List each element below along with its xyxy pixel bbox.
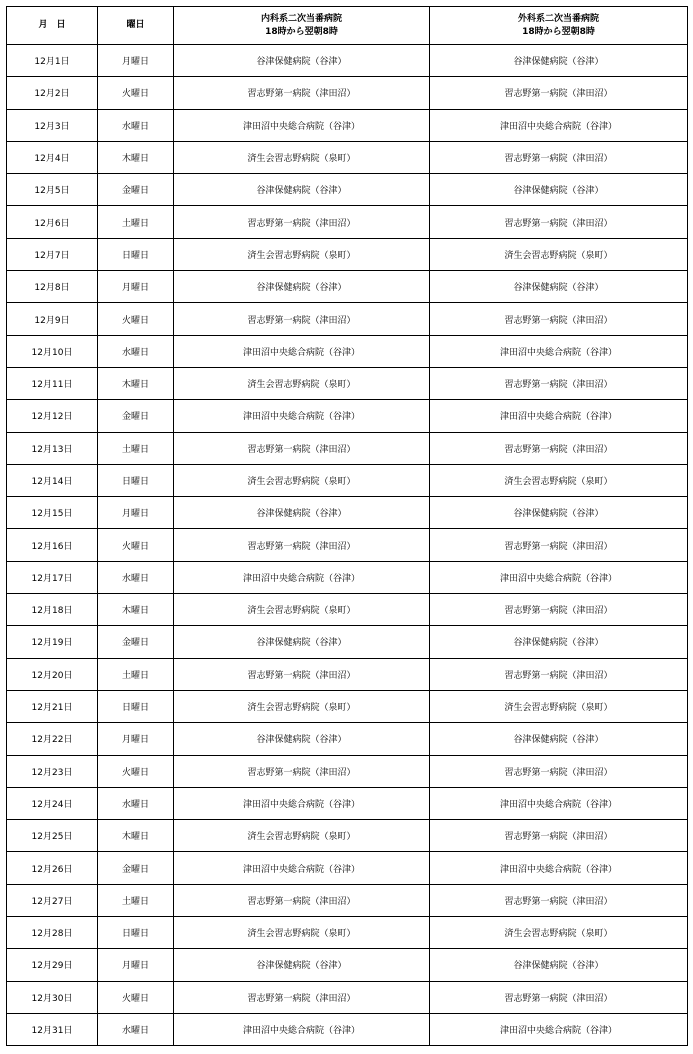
day-cell: 水曜日 xyxy=(98,335,174,367)
table-row xyxy=(7,690,688,722)
internal-medicine-hospital-cell: 津田沼中央総合病院（谷津） xyxy=(174,852,430,884)
date-cell: 12月23日 xyxy=(7,755,98,787)
date-cell: 12月12日 xyxy=(7,400,98,432)
date-cell: 12月22日 xyxy=(7,723,98,755)
surgical-header-title: 外科系二次当番病院 xyxy=(517,13,599,24)
date-column-header: 月 日 xyxy=(7,7,98,45)
surgical-hospital-cell: 谷津保健病院（谷津） xyxy=(430,271,688,303)
internal-medicine-hospital-cell: 谷津保健病院（谷津） xyxy=(174,271,430,303)
date-cell: 12月11日 xyxy=(7,367,98,399)
table-row xyxy=(7,141,688,173)
internal-medicine-hospital-cell: 習志野第一病院（津田沼） xyxy=(174,529,430,561)
table-row xyxy=(7,658,688,690)
internal-medicine-hospital-cell: 津田沼中央総合病院（谷津） xyxy=(174,109,430,141)
day-cell: 日曜日 xyxy=(98,690,174,722)
day-cell: 月曜日 xyxy=(98,45,174,77)
date-cell: 12月4日 xyxy=(7,141,98,173)
surgical-hospital-cell: 谷津保健病院（谷津） xyxy=(430,497,688,529)
day-cell: 木曜日 xyxy=(98,820,174,852)
date-cell: 12月24日 xyxy=(7,787,98,819)
day-cell: 月曜日 xyxy=(98,949,174,981)
surgical-hospital-cell: 習志野第一病院（津田沼） xyxy=(430,884,688,916)
table-row xyxy=(7,852,688,884)
internal-medicine-hospital-cell: 習志野第一病院（津田沼） xyxy=(174,77,430,109)
internal-medicine-hospital-cell: 谷津保健病院（谷津） xyxy=(174,723,430,755)
day-cell: 火曜日 xyxy=(98,755,174,787)
date-cell: 12月15日 xyxy=(7,497,98,529)
internal-medicine-hospital-cell: 谷津保健病院（谷津） xyxy=(174,497,430,529)
internal-medicine-hospital-cell: 済生会習志野病院（泉町） xyxy=(174,820,430,852)
date-cell: 12月28日 xyxy=(7,917,98,949)
internal-medicine-hospital-cell: 津田沼中央総合病院（谷津） xyxy=(174,400,430,432)
day-cell: 木曜日 xyxy=(98,367,174,399)
date-cell: 12月26日 xyxy=(7,852,98,884)
date-cell: 12月1日 xyxy=(7,45,98,77)
day-cell: 金曜日 xyxy=(98,626,174,658)
surgical-hospital-cell: 谷津保健病院（谷津） xyxy=(430,949,688,981)
internal-medicine-hospital-cell: 習志野第一病院（津田沼） xyxy=(174,658,430,690)
table-row xyxy=(7,77,688,109)
table-row xyxy=(7,949,688,981)
internal-medicine-hospital-cell: 習志野第一病院（津田沼） xyxy=(174,981,430,1013)
table-row xyxy=(7,206,688,238)
internal-medicine-hospital-cell: 津田沼中央総合病院（谷津） xyxy=(174,335,430,367)
header-row xyxy=(7,7,688,45)
day-cell: 金曜日 xyxy=(98,400,174,432)
table-row xyxy=(7,981,688,1013)
surgical-hospital-cell: 済生会習志野病院（泉町） xyxy=(430,690,688,722)
surgical-hospital-cell: 谷津保健病院（谷津） xyxy=(430,174,688,206)
surgical-hospital-cell: 津田沼中央総合病院（谷津） xyxy=(430,400,688,432)
surgical-hospital-cell: 谷津保健病院（谷津） xyxy=(430,723,688,755)
day-cell: 日曜日 xyxy=(98,464,174,496)
surgical-hospital-cell: 津田沼中央総合病院（谷津） xyxy=(430,561,688,593)
day-cell: 土曜日 xyxy=(98,884,174,916)
surgical-hospital-cell: 済生会習志野病院（泉町） xyxy=(430,917,688,949)
table-row xyxy=(7,594,688,626)
day-cell: 月曜日 xyxy=(98,271,174,303)
table-row xyxy=(7,45,688,77)
surgical-hospital-cell: 済生会習志野病院（泉町） xyxy=(430,238,688,270)
table-header xyxy=(7,7,688,45)
surgical-hospital-cell: 習志野第一病院（津田沼） xyxy=(430,981,688,1013)
internal-medicine-hospital-cell: 済生会習志野病院（泉町） xyxy=(174,464,430,496)
surgical-hospital-cell: 津田沼中央総合病院（谷津） xyxy=(430,335,688,367)
day-cell: 火曜日 xyxy=(98,981,174,1013)
internal-medicine-header-hours: 18時から翌朝8時 xyxy=(265,26,338,37)
internal-medicine-hospital-cell: 済生会習志野病院（泉町） xyxy=(174,141,430,173)
day-cell: 金曜日 xyxy=(98,174,174,206)
table-row xyxy=(7,755,688,787)
surgical-hospital-cell: 習志野第一病院（津田沼） xyxy=(430,658,688,690)
table-row xyxy=(7,271,688,303)
date-cell: 12月14日 xyxy=(7,464,98,496)
table-row xyxy=(7,820,688,852)
date-cell: 12月9日 xyxy=(7,303,98,335)
internal-medicine-hospital-cell: 習志野第一病院（津田沼） xyxy=(174,884,430,916)
table-row xyxy=(7,174,688,206)
surgical-header-hours: 18時から翌朝8時 xyxy=(522,26,595,37)
day-cell: 火曜日 xyxy=(98,529,174,561)
internal-medicine-hospital-cell: 津田沼中央総合病院（谷津） xyxy=(174,787,430,819)
date-cell: 12月7日 xyxy=(7,238,98,270)
table-row xyxy=(7,367,688,399)
table-row xyxy=(7,787,688,819)
internal-medicine-hospital-cell: 谷津保健病院（谷津） xyxy=(174,949,430,981)
date-cell: 12月3日 xyxy=(7,109,98,141)
day-cell: 土曜日 xyxy=(98,432,174,464)
date-cell: 12月25日 xyxy=(7,820,98,852)
surgical-hospital-cell: 習志野第一病院（津田沼） xyxy=(430,141,688,173)
date-cell: 12月21日 xyxy=(7,690,98,722)
date-cell: 12月10日 xyxy=(7,335,98,367)
table-body xyxy=(7,45,688,1046)
on-call-hospital-schedule-table xyxy=(6,6,688,1046)
table-row xyxy=(7,1013,688,1045)
day-cell: 日曜日 xyxy=(98,917,174,949)
table-row xyxy=(7,335,688,367)
surgical-hospital-cell: 津田沼中央総合病院（谷津） xyxy=(430,852,688,884)
surgical-hospital-cell: 谷津保健病院（谷津） xyxy=(430,626,688,658)
table-row xyxy=(7,497,688,529)
table-row xyxy=(7,432,688,464)
date-cell: 12月17日 xyxy=(7,561,98,593)
internal-medicine-hospital-cell: 習志野第一病院（津田沼） xyxy=(174,303,430,335)
date-cell: 12月13日 xyxy=(7,432,98,464)
day-cell: 木曜日 xyxy=(98,141,174,173)
day-cell: 火曜日 xyxy=(98,303,174,335)
day-column-header: 曜日 xyxy=(98,7,174,45)
internal-medicine-hospital-cell: 済生会習志野病院（泉町） xyxy=(174,594,430,626)
internal-medicine-hospital-cell: 済生会習志野病院（泉町） xyxy=(174,367,430,399)
internal-medicine-hospital-cell: 津田沼中央総合病院（谷津） xyxy=(174,561,430,593)
surgical-hospital-cell: 津田沼中央総合病院（谷津） xyxy=(430,787,688,819)
table-row xyxy=(7,400,688,432)
date-cell: 12月8日 xyxy=(7,271,98,303)
date-cell: 12月30日 xyxy=(7,981,98,1013)
internal-medicine-hospital-cell: 習志野第一病院（津田沼） xyxy=(174,432,430,464)
day-cell: 月曜日 xyxy=(98,723,174,755)
surgical-hospital-cell: 済生会習志野病院（泉町） xyxy=(430,464,688,496)
date-cell: 12月18日 xyxy=(7,594,98,626)
internal-medicine-hospital-cell: 習志野第一病院（津田沼） xyxy=(174,755,430,787)
surgical-hospital-cell: 習志野第一病院（津田沼） xyxy=(430,755,688,787)
surgical-hospital-cell: 習志野第一病院（津田沼） xyxy=(430,529,688,561)
internal-medicine-hospital-cell: 済生会習志野病院（泉町） xyxy=(174,690,430,722)
surgical-hospital-cell: 習志野第一病院（津田沼） xyxy=(430,303,688,335)
day-cell: 木曜日 xyxy=(98,594,174,626)
surgical-hospital-cell: 谷津保健病院（谷津） xyxy=(430,45,688,77)
day-cell: 土曜日 xyxy=(98,658,174,690)
surgical-hospital-cell: 習志野第一病院（津田沼） xyxy=(430,432,688,464)
day-cell: 水曜日 xyxy=(98,787,174,819)
date-cell: 12月2日 xyxy=(7,77,98,109)
day-cell: 日曜日 xyxy=(98,238,174,270)
table-row xyxy=(7,561,688,593)
date-cell: 12月19日 xyxy=(7,626,98,658)
day-cell: 火曜日 xyxy=(98,77,174,109)
table-row xyxy=(7,109,688,141)
internal-medicine-hospital-cell: 津田沼中央総合病院（谷津） xyxy=(174,1013,430,1045)
table-row xyxy=(7,626,688,658)
internal-medicine-hospital-cell: 谷津保健病院（谷津） xyxy=(174,626,430,658)
day-cell: 土曜日 xyxy=(98,206,174,238)
surgical-hospital-cell: 津田沼中央総合病院（谷津） xyxy=(430,109,688,141)
table-row xyxy=(7,884,688,916)
internal-medicine-header-title: 内科系二次当番病院 xyxy=(260,13,342,24)
surgical-hospital-cell: 習志野第一病院（津田沼） xyxy=(430,367,688,399)
date-cell: 12月20日 xyxy=(7,658,98,690)
date-cell: 12月27日 xyxy=(7,884,98,916)
surgical-hospital-cell: 習志野第一病院（津田沼） xyxy=(430,820,688,852)
day-cell: 水曜日 xyxy=(98,109,174,141)
internal-medicine-column-header xyxy=(174,7,430,45)
internal-medicine-hospital-cell: 谷津保健病院（谷津） xyxy=(174,174,430,206)
surgical-hospital-cell: 習志野第一病院（津田沼） xyxy=(430,206,688,238)
surgical-column-header xyxy=(430,7,688,45)
surgical-hospital-cell: 習志野第一病院（津田沼） xyxy=(430,77,688,109)
table-row xyxy=(7,917,688,949)
table-row xyxy=(7,529,688,561)
table-row xyxy=(7,238,688,270)
day-cell: 水曜日 xyxy=(98,1013,174,1045)
surgical-hospital-cell: 津田沼中央総合病院（谷津） xyxy=(430,1013,688,1045)
date-cell: 12月31日 xyxy=(7,1013,98,1045)
day-cell: 月曜日 xyxy=(98,497,174,529)
date-cell: 12月29日 xyxy=(7,949,98,981)
date-cell: 12月5日 xyxy=(7,174,98,206)
table-row xyxy=(7,303,688,335)
table-row xyxy=(7,723,688,755)
internal-medicine-hospital-cell: 済生会習志野病院（泉町） xyxy=(174,917,430,949)
day-cell: 金曜日 xyxy=(98,852,174,884)
table-row xyxy=(7,464,688,496)
day-cell: 水曜日 xyxy=(98,561,174,593)
surgical-hospital-cell: 習志野第一病院（津田沼） xyxy=(430,594,688,626)
date-cell: 12月16日 xyxy=(7,529,98,561)
internal-medicine-hospital-cell: 済生会習志野病院（泉町） xyxy=(174,238,430,270)
date-cell: 12月6日 xyxy=(7,206,98,238)
internal-medicine-hospital-cell: 谷津保健病院（谷津） xyxy=(174,45,430,77)
internal-medicine-hospital-cell: 習志野第一病院（津田沼） xyxy=(174,206,430,238)
